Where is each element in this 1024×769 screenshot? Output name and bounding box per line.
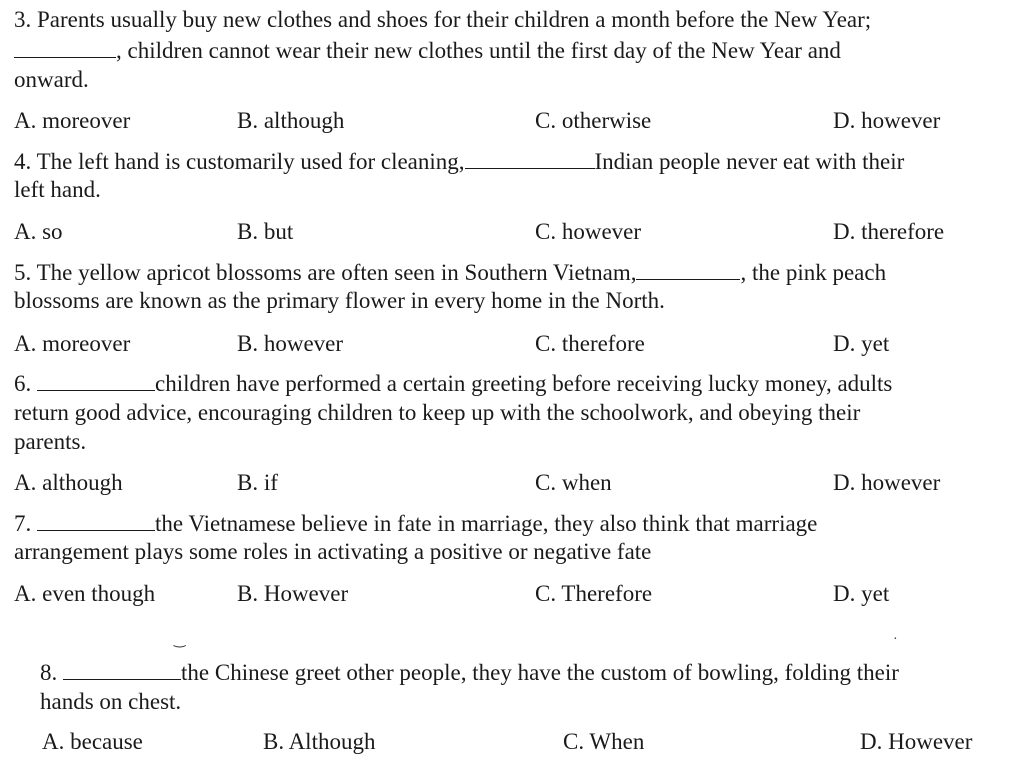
question-5-line-1: 5. The yellow apricot blossoms are often seen in Southern Vietnam, , the pink peach xyxy=(14,260,887,285)
question-7-line-2: arrangement plays some roles in activating a positive or negative fate xyxy=(14,539,652,564)
answer-blank[interactable] xyxy=(14,39,116,58)
question-3-option-b[interactable]: B. although xyxy=(237,108,345,133)
question-8-option-a[interactable]: A. because xyxy=(42,729,143,754)
question-3-option-c[interactable]: C. otherwise xyxy=(535,108,652,133)
question-8-option-d[interactable]: D. However xyxy=(860,729,973,754)
answer-blank[interactable] xyxy=(63,661,181,680)
answer-blank[interactable] xyxy=(37,512,155,531)
question-3-line-1: 3. Parents usually buy new clothes and shoes for their children a month before the New Year; xyxy=(14,7,872,32)
question-6-line-1: 6. children have performed a certain greeting before receiving lucky money, adults xyxy=(14,371,893,396)
question-6-option-c[interactable]: C. when xyxy=(535,470,612,495)
question-7-option-b[interactable]: B. However xyxy=(237,581,349,606)
question-7-option-d[interactable]: D. yet xyxy=(833,581,890,606)
question-7-option-a[interactable]: A. even though xyxy=(14,581,156,606)
question-8-option-c[interactable]: C. When xyxy=(563,729,645,754)
answer-blank[interactable] xyxy=(465,150,595,169)
question-4-option-a[interactable]: A. so xyxy=(14,219,63,244)
scan-mark: · xyxy=(893,632,898,647)
question-3-line-2: , children cannot wear their new clothes until the first day of the New Year and xyxy=(14,37,841,65)
question-4-option-b[interactable]: B. but xyxy=(237,219,294,244)
question-5-option-a[interactable]: A. moreover xyxy=(14,331,131,356)
question-8-line-1: 8. the Chinese greet other people, they have the custom of bowling, folding their xyxy=(40,660,899,685)
question-4-line-1: 4. The left hand is customarily used for cleaning, Indian people never eat with their xyxy=(14,149,905,174)
question-3-line-3: onward. xyxy=(14,67,89,92)
question-8-option-b[interactable]: B. Although xyxy=(263,729,376,754)
question-5-option-c[interactable]: C. therefore xyxy=(535,331,645,356)
question-7-line-1: 7. the Vietnamese believe in fate in marriage, they also think that marriage xyxy=(14,511,818,536)
question-4-option-d[interactable]: D. therefore xyxy=(833,219,945,244)
answer-blank[interactable] xyxy=(37,372,155,391)
question-3-option-d[interactable]: D. however xyxy=(833,108,941,133)
question-6-option-a[interactable]: A. although xyxy=(14,470,123,495)
question-6-option-b[interactable]: B. if xyxy=(237,470,278,495)
question-6-option-d[interactable]: D. however xyxy=(833,470,941,495)
question-7-option-c[interactable]: C. Therefore xyxy=(535,581,653,606)
question-6-line-3: parents. xyxy=(14,429,87,454)
question-3-option-a[interactable]: A. moreover xyxy=(14,108,131,133)
question-5-option-b[interactable]: B. however xyxy=(237,331,344,356)
question-6-line-2: return good advice, encouraging children to keep up with the schoolwork, and obeying their xyxy=(14,400,861,425)
question-5-option-d[interactable]: D. yet xyxy=(833,331,890,356)
question-4-line-2: left hand. xyxy=(14,177,101,202)
answer-blank[interactable] xyxy=(636,261,740,280)
question-8-line-2: hands on chest. xyxy=(40,689,182,714)
question-4-option-c[interactable]: C. however xyxy=(535,219,642,244)
question-5-line-2: blossoms are known as the primary flower in every home in the North. xyxy=(14,288,665,313)
scan-mark: ‿ xyxy=(174,633,186,648)
